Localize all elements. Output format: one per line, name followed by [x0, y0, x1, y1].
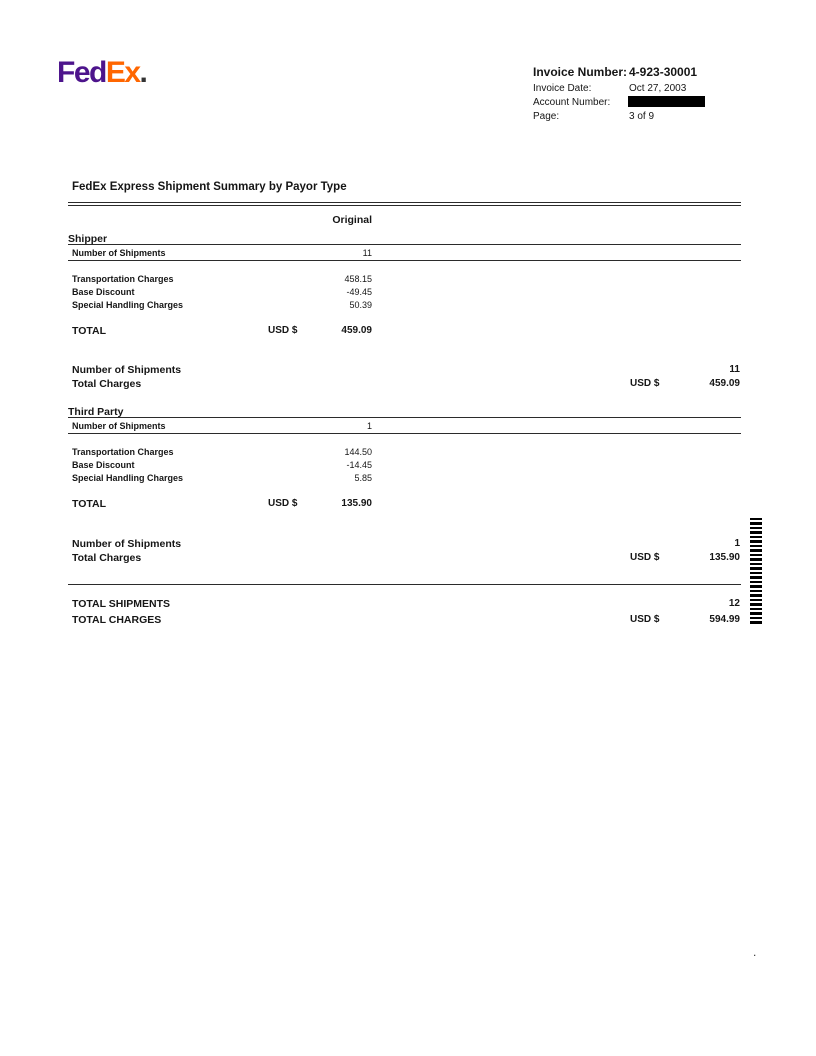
invoice-number-value: 4-923-30001	[629, 65, 698, 79]
summary-currency: USD $	[630, 552, 660, 563]
summary-charges-label: Total Charges	[72, 378, 142, 390]
total-value: 135.90	[341, 498, 372, 509]
account-number-redaction	[628, 96, 705, 107]
num-shipments-label: Number of Shipments	[72, 421, 166, 431]
num-shipments-value: 1	[366, 421, 372, 431]
total-label: TOTAL	[72, 325, 107, 337]
invoice-number-label: Invoice Number:	[533, 65, 628, 79]
section-divider	[68, 244, 741, 245]
fedex-logo-fed: Fed	[57, 56, 106, 89]
num-shipments-label: Number of Shipments	[72, 248, 166, 258]
num-shipments-value: 11	[362, 248, 372, 258]
shipments-divider	[68, 260, 741, 261]
grand-total-shipments-value: 12	[728, 598, 740, 609]
summary-shipments-value: 11	[729, 364, 740, 375]
charge-row-value: -49.45	[346, 287, 372, 297]
grand-total-charges-value: 594.99	[709, 614, 740, 625]
account-number-label: Account Number:	[533, 97, 611, 108]
summary-shipments-value: 1	[734, 538, 740, 549]
report-title: FedEx Express Shipment Summary by Payor Type	[72, 181, 347, 193]
total-currency: USD $	[268, 325, 298, 336]
section-head-shipper: Shipper	[68, 233, 108, 245]
grand-total-charges-label: TOTAL CHARGES	[72, 614, 162, 626]
total-currency: USD $	[268, 498, 298, 509]
section-head-third-party: Third Party	[68, 406, 124, 418]
summary-shipments-label: Number of Shipments	[72, 364, 182, 376]
fedex-logo-period: .	[139, 56, 147, 89]
summary-charges-label: Total Charges	[72, 552, 142, 564]
charge-row-label: Transportation Charges	[72, 274, 174, 284]
charge-row-value: 50.39	[349, 300, 372, 310]
title-divider	[68, 202, 741, 206]
page-value: 3 of 9	[629, 111, 655, 122]
summary-charges-value: 459.09	[709, 378, 740, 389]
charge-row-label: Base Discount	[72, 460, 135, 470]
fedex-logo-ex: Ex	[105, 56, 140, 89]
grand-total-shipments-label: TOTAL SHIPMENTS	[72, 598, 171, 610]
charge-row-value: -14.45	[346, 460, 372, 470]
grand-total-divider	[68, 584, 741, 585]
charge-row-label: Special Handling Charges	[72, 300, 184, 310]
charge-row-value: 458.15	[344, 274, 372, 284]
total-label: TOTAL	[72, 498, 107, 510]
total-value: 459.09	[341, 325, 372, 336]
section-divider	[68, 417, 741, 418]
charge-row-value: 144.50	[344, 447, 372, 457]
grand-total-currency: USD $	[630, 614, 660, 625]
edge-barcode	[750, 518, 762, 626]
shipments-divider	[68, 433, 741, 434]
charge-row-label: Special Handling Charges	[72, 473, 184, 483]
charge-row-label: Base Discount	[72, 287, 135, 297]
fedex-logo	[57, 56, 146, 90]
summary-currency: USD $	[630, 378, 660, 389]
summary-charges-value: 135.90	[709, 552, 740, 563]
column-header-original: Original	[332, 214, 372, 226]
charge-row-label: Transportation Charges	[72, 447, 174, 457]
invoice-date-value: Oct 27, 2003	[629, 83, 687, 94]
summary-shipments-label: Number of Shipments	[72, 538, 182, 550]
invoice-date-label: Invoice Date:	[533, 83, 592, 94]
charge-row-value: 5.85	[354, 473, 372, 483]
page-label: Page:	[533, 111, 560, 122]
scan-artifact-dot: .	[753, 945, 757, 959]
